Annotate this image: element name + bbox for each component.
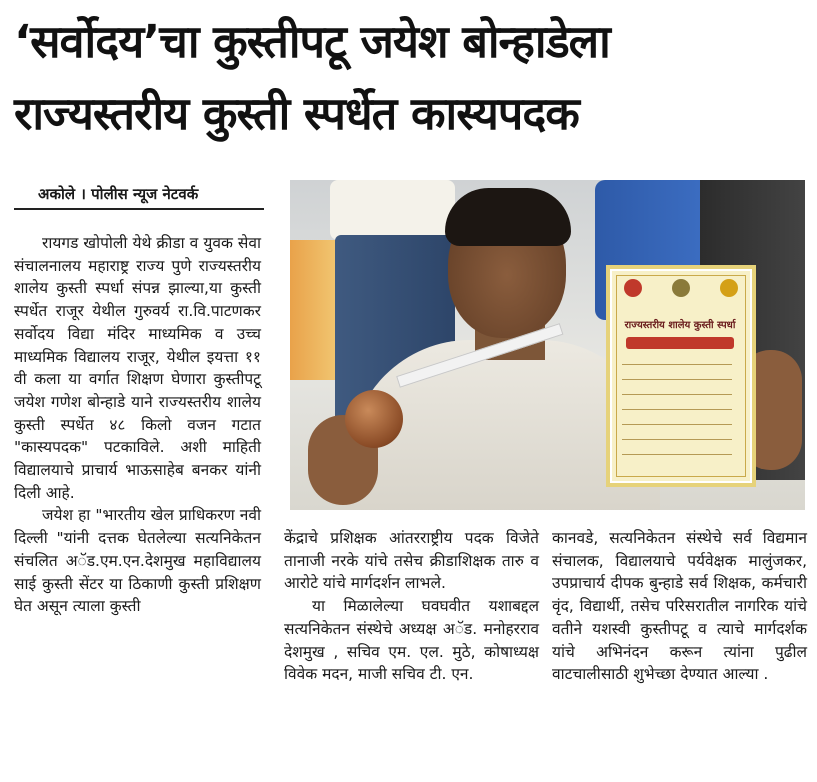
certificate-band	[626, 337, 734, 349]
article-column-2	[284, 527, 539, 686]
article-column-1	[14, 232, 261, 618]
certificate-line	[622, 454, 732, 455]
article-paragraph: जयेश हा "भारतीय खेल प्राधिकरण नवी दिल्ली "यांनी दत्तक घेतलेल्या सत्यनिकेतन संचलित अॅड.एम.एन.देशमुख महाविद्यालय साई कुस्ती सेंटर या ठिकाणी कुस्ती प्रशिक्षण घेत असून त्याला कुस्ती	[14, 506, 261, 616]
emblem-icon	[672, 279, 690, 297]
certificate-line	[622, 394, 732, 395]
news-photo	[290, 180, 805, 510]
article-paragraph: कानवडे, सत्यनिकेतन संस्थेचे सर्व विद्यमान संचालक, विद्यालयाचे पर्यवेक्षक मालुंजकर, उपप्राचार्य दीपक बुन्हाडे सर्व शिक्षक, कर्मचारी वृंद, विद्यार्थी, तसेच परिसरातील नागरिक यांचे वतीने यशस्वी कुस्तीपटू व त्याचे मार्गदर्शक यांचे अभिनंदन करून त्यांना पुढील वाटचालीसाठी शुभेच्छा देण्यात आल्या .	[552, 529, 807, 684]
headline	[14, 6, 809, 150]
emblem-icon	[720, 279, 738, 297]
photo-bystander-shirt	[330, 180, 455, 240]
certificate-title: राज्यस्तरीय शालेय कुस्ती स्पर्धा	[624, 320, 736, 331]
certificate-line	[622, 379, 732, 380]
certificate-line	[622, 424, 732, 425]
wrestler-hair	[445, 188, 571, 246]
emblem-icon	[624, 279, 642, 297]
bronze-medal-icon	[345, 390, 403, 448]
headline-line-1: ‘सर्वोदय’चा कुस्तीपटू जयेश बोन्हाडेला	[14, 15, 610, 68]
article-paragraph: रायगड खोपोली येथे क्रीडा व युवक सेवा संचालनालय महाराष्ट्र राज्य पुणे राज्यस्तरीय शालेय कुस्ती स्पर्धा संपन्न झाल्या,या कुस्ती स्पर्धेत राजूर येथील गुरुवर्य रा.वि.पाटणकर सर्वोदय विद्या मंदिर माध्यमिक व उच्च माध्यमिक विद्यालय राजूर, येथील इयत्ता ११ वी कला या वर्गात शिक्षण घेणारा कुस्तीपटू जयेश गणेश बोन्हाडे याने राज्यस्तरीय शालेय कुस्ती स्पर्धेत ४८ किलो वजन गटात "कास्यपदक" पटकाविले. अशी माहिती विद्यालयाचे प्राचार्य भाऊसाहेब बनकर यांनी दिली आहे.	[14, 234, 261, 502]
certificate-border	[616, 275, 746, 477]
headline-line-2: राज्यस्तरीय कुस्ती स्पर्धेत कास्यपदक	[14, 87, 579, 140]
dateline: अकोले । पोलीस न्यूज नेटवर्क	[14, 180, 264, 210]
certificate-line	[622, 439, 732, 440]
article-column-3	[552, 527, 807, 686]
article-paragraph: या मिळालेल्या घवघवीत यशाबद्दल सत्यनिकेतन संस्थेचे अध्यक्ष अॅड. मनोहरराव देशमुख , सचिव एम. एल. मुठे, कोषाध्यक्ष विवेक मदन, माजी सचिव टी. एन.	[284, 597, 539, 684]
certificate-line	[622, 409, 732, 410]
certificate-line	[622, 364, 732, 365]
article-paragraph: केंद्राचे प्रशिक्षक आंतरराष्ट्रीय पदक विजेते तानाजी नरके यांचे तसेच क्रीडाशिक्षक तारु व आरोटे यांचे मार्गदर्शन लाभले.	[284, 529, 539, 593]
certificate	[606, 265, 756, 487]
